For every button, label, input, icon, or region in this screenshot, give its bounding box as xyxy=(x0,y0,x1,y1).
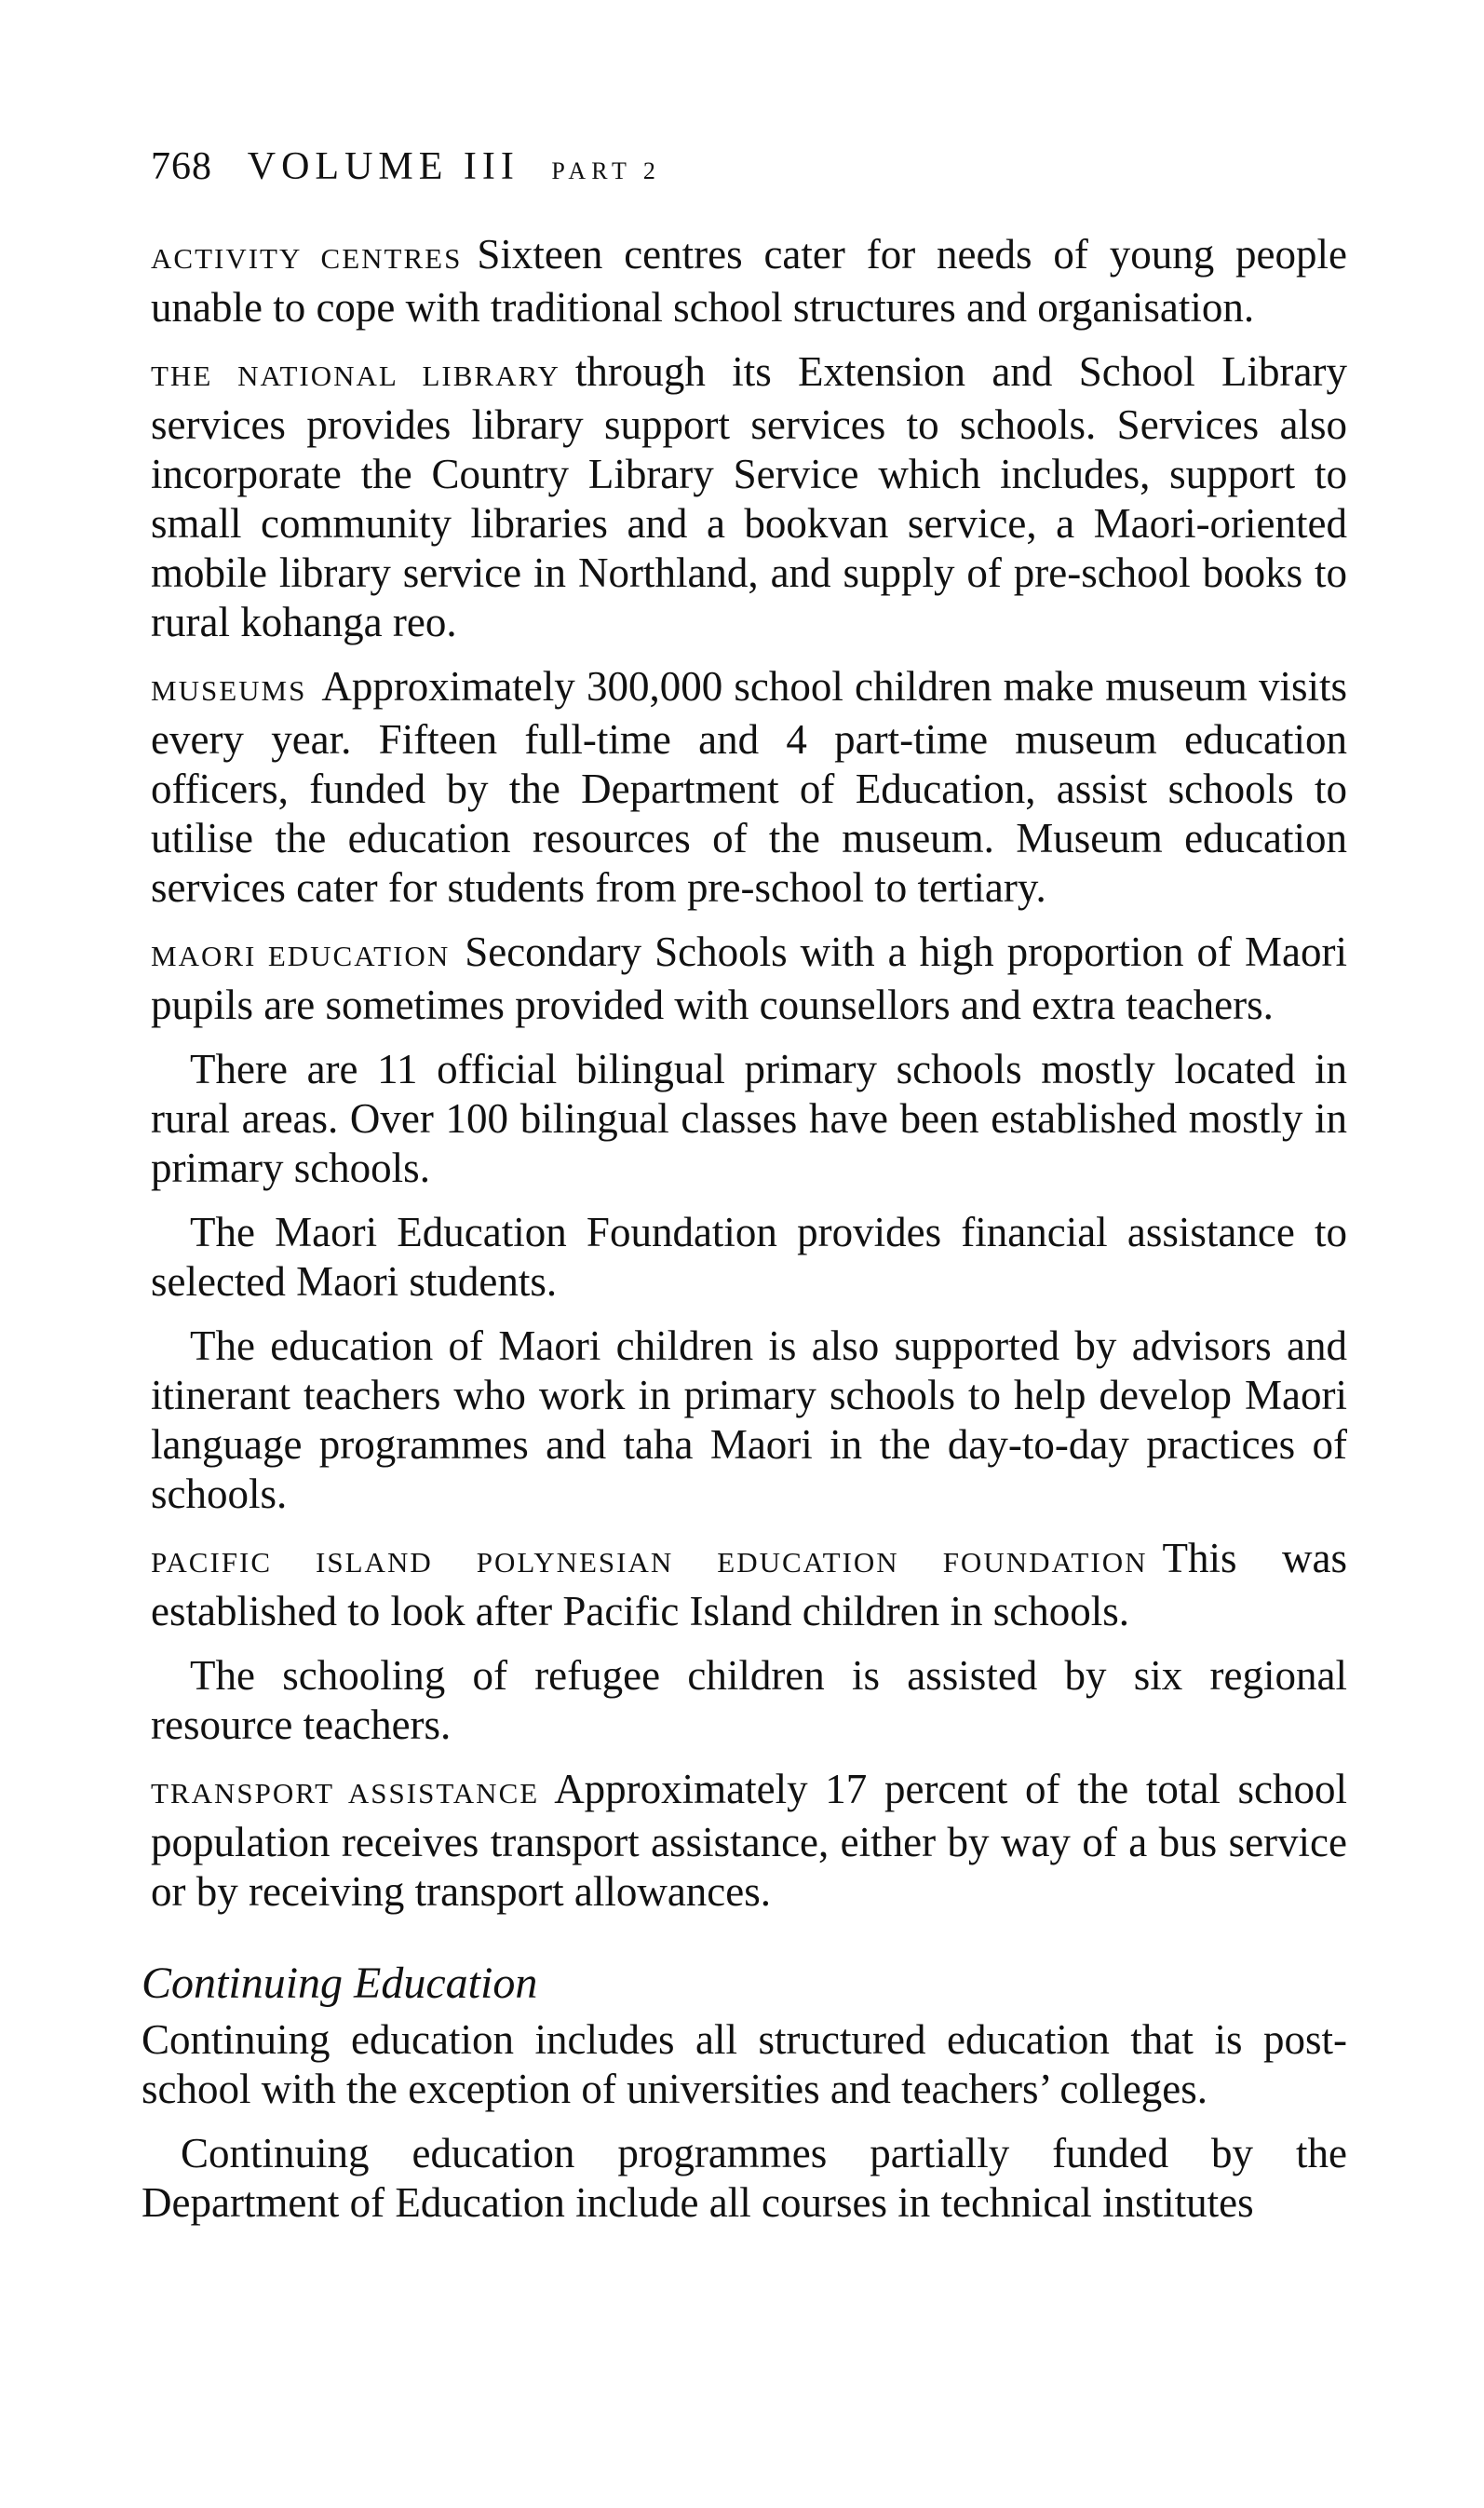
paragraph-pacific-island-foundation xyxy=(151,1534,1347,1636)
paragraph-national-library xyxy=(151,347,1347,647)
paragraph-text: The Maori Education Foundation provides financial assistance to selected Maori students. xyxy=(151,1209,1347,1305)
paragraph-text: The schooling of refugee children is assisted by six regional resource teachers. xyxy=(151,1652,1347,1748)
run-in-heading: PACIFIC ISLAND POLYNESIAN EDUCATION FOUNDATION xyxy=(151,1546,1148,1579)
page xyxy=(142,144,1348,2243)
paragraph-bilingual-schools xyxy=(151,1045,1347,1193)
run-in-heading: MAORI EDUCATION xyxy=(151,940,451,972)
paragraph-maori-education xyxy=(151,928,1347,1030)
run-in-heading: TRANSPORT ASSISTANCE xyxy=(151,1777,540,1810)
paragraph-transport-assistance xyxy=(151,1765,1347,1917)
paragraph-continuing-definition xyxy=(142,2015,1347,2114)
paragraph-text: Continuing education programmes partially funded by the Department of Education include all courses in technical institutes xyxy=(142,2130,1347,2226)
paragraph-text: Sixteen centres cater for needs of young people unable to cope with traditional school structures and organisation. xyxy=(151,231,1348,331)
paragraph-text: Continuing education includes all structured education that is post-school with the exception of universities and teachers’ colleges. xyxy=(142,2016,1347,2112)
run-in-heading: MUSEUMS xyxy=(151,674,307,707)
paragraph-text: The education of Maori children is also supported by advisors and itinerant teachers who work in primary schools to help develop Maori language programmes and taha Maori in the day-to-day practices of schools. xyxy=(151,1322,1347,1517)
paragraph-activity-centres xyxy=(151,230,1347,332)
run-in-heading: THE NATIONAL LIBRARY xyxy=(151,359,560,392)
section-heading-continuing-education: Continuing Education xyxy=(142,1959,538,2008)
volume-label: VOLUME III xyxy=(247,145,519,188)
part-label: PART 2 xyxy=(551,157,661,184)
paragraph-maori-education-foundation xyxy=(151,1208,1347,1307)
paragraph-text: This was established to look after Pacific Island children in schools. xyxy=(151,1535,1347,1634)
paragraph-maori-children-support xyxy=(151,1322,1347,1519)
paragraph-text: Approximately 300,000 school children make museum visits every year. Fifteen full-time and 4 part-time museum education officers, funded by the Department of Education, assist schools to utilise the education resources of the museum. Museum education services cater for students from pre-school to tertiary. xyxy=(151,663,1347,911)
paragraph-refugee-children xyxy=(151,1651,1347,1750)
paragraph-text: through its Extension and School Library services provides library support services to schools. Services also incorporate the Country Library Service which includes, support to small community libraries and a bookvan service, a Maori-oriented mobile library service in Northland, and supply of pre-school books to rural kohanga reo. xyxy=(151,348,1347,645)
paragraph-continuing-programmes xyxy=(142,2129,1347,2228)
paragraph-museums xyxy=(151,662,1347,913)
paragraph-text: There are 11 official bilingual primary schools mostly located in rural areas. Over 100 bilingual classes have been established mostly in primary schools. xyxy=(151,1046,1347,1191)
run-in-heading: ACTIVITY CENTRES xyxy=(151,242,463,275)
running-header xyxy=(151,144,1347,189)
page-number: 768 xyxy=(151,145,212,188)
paragraph-text: Secondary Schools with a high proportion of Maori pupils are sometimes provided with counsellors and extra teachers. xyxy=(151,929,1347,1028)
paragraph-text: Approximately 17 percent of the total school population receives transport assistance, either by way of a bus service or by receiving transport allowances. xyxy=(151,1766,1347,1915)
